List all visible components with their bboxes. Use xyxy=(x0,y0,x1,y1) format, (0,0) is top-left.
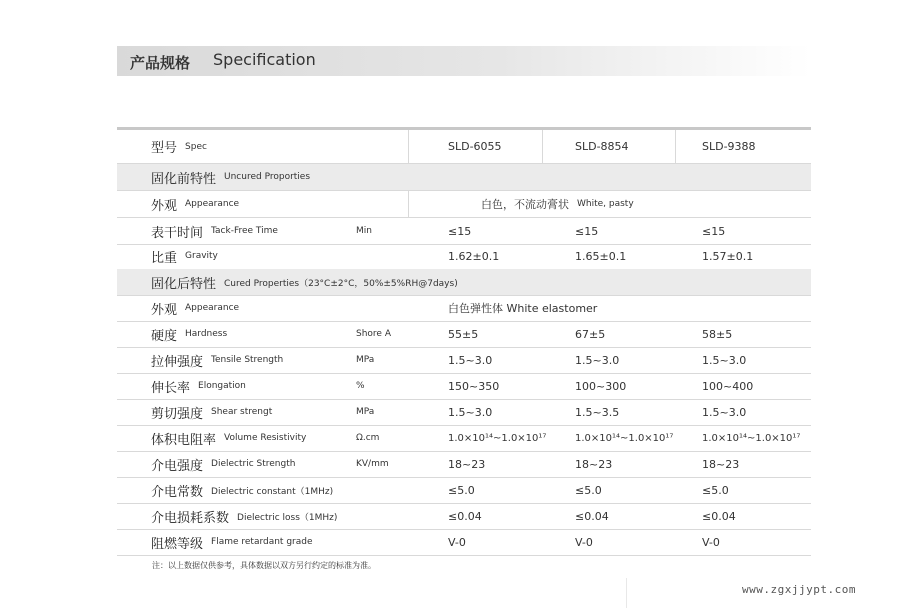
hardness-row xyxy=(117,321,811,348)
row-unit: % xyxy=(356,381,365,391)
value-cell: 55±5 xyxy=(448,327,479,341)
section-title-cn: 产品规格 xyxy=(130,54,191,72)
spec-header-row xyxy=(117,130,811,164)
value-cell: 1.65±0.1 xyxy=(575,249,627,263)
value-cell: 1.5~3.0 xyxy=(575,353,620,367)
row-unit: Shore A xyxy=(356,329,391,339)
tensile-row xyxy=(117,347,811,374)
row-unit: Ω.cm xyxy=(356,433,380,443)
dielectric-loss-row xyxy=(117,503,811,530)
tack-free-row xyxy=(117,218,811,245)
row-unit: Min xyxy=(356,226,372,236)
value-cell: 1.5~3.0 xyxy=(702,353,747,367)
divider xyxy=(408,130,409,163)
cured-section-header xyxy=(117,269,811,296)
value-cell: 18~23 xyxy=(448,457,486,471)
uncured-section-label: 固化前特性 Uncured Proporties xyxy=(151,171,311,187)
model-sld-8854: SLD-8854 xyxy=(575,140,629,153)
value-cell: 150~350 xyxy=(448,379,500,393)
section-title-en: Specification xyxy=(213,50,316,69)
uncured-appearance-row xyxy=(117,191,811,218)
value-cell: V-0 xyxy=(575,535,593,549)
merged-value: 白色弹性体 White elastomer xyxy=(448,302,598,315)
value-cell: ≤5.0 xyxy=(702,483,729,497)
footnote: 注：以上数据仅供参考，具体数据以双方另行约定的标准为准。 xyxy=(152,561,376,570)
value-cell: 1.5~3.5 xyxy=(575,405,620,419)
model-sld-6055: SLD-6055 xyxy=(448,140,502,153)
uncured-section-header xyxy=(117,164,811,191)
value-cell: 1.0×10¹⁴~1.0×10¹⁷ xyxy=(448,432,547,444)
divider xyxy=(542,130,543,163)
divider xyxy=(408,191,409,217)
value-cell: ≤5.0 xyxy=(448,483,475,497)
row-label: 伸长率 Elongation xyxy=(151,380,246,396)
value-cell: 100~400 xyxy=(702,379,754,393)
value-cell: ≤5.0 xyxy=(575,483,602,497)
value-cell: ≤0.04 xyxy=(448,509,482,523)
shear-row xyxy=(117,399,811,426)
divider xyxy=(626,578,627,608)
dielectric-constant-row xyxy=(117,477,811,504)
divider xyxy=(675,130,676,163)
value-cell: ≤15 xyxy=(575,224,599,238)
flame-grade-row xyxy=(117,529,811,556)
value-cell: 1.0×10¹⁴~1.0×10¹⁷ xyxy=(575,432,674,444)
value-cell: 18~23 xyxy=(702,457,740,471)
row-unit: KV/mm xyxy=(356,459,389,469)
value-cell: V-0 xyxy=(448,535,466,549)
value-cell: 100~300 xyxy=(575,379,627,393)
row-label: 阻燃等级 Flame retardant grade xyxy=(151,536,313,552)
row-label: 外观 Appearance xyxy=(151,198,240,214)
value-cell: 67±5 xyxy=(575,327,606,341)
elongation-row xyxy=(117,373,811,400)
value-cell: 1.62±0.1 xyxy=(448,249,500,263)
value-cell: 1.5~3.0 xyxy=(448,353,493,367)
row-label: 介电强度 Dielectric Strength xyxy=(151,458,296,474)
row-label: 外观 Appearance xyxy=(151,302,240,318)
row-label: 拉伸强度 Tensile Strength xyxy=(151,354,284,370)
value-cell: V-0 xyxy=(702,535,720,549)
dielectric-strength-row xyxy=(117,451,811,478)
row-unit: MPa xyxy=(356,355,375,365)
value-cell: 18~23 xyxy=(575,457,613,471)
volume-resistivity-row xyxy=(117,425,811,452)
row-label: 表干时间 Tack-Free Time xyxy=(151,225,278,241)
row-unit: MPa xyxy=(356,407,375,417)
merged-value: 白色，不流动膏状 White, pasty xyxy=(481,198,634,211)
value-cell: 1.57±0.1 xyxy=(702,249,754,263)
value-cell: ≤15 xyxy=(702,224,726,238)
cured-section-label: 固化后特性 Cured Properties（23°C±2°C，50%±5%RH@7days) xyxy=(151,276,458,292)
row-label: 介电常数 Dielectric constant（1MHz) xyxy=(151,484,334,500)
row-label: 比重 Gravity xyxy=(151,250,218,266)
spec-label: 型号 Spec xyxy=(151,141,207,156)
value-cell: 58±5 xyxy=(702,327,733,341)
value-cell: ≤0.04 xyxy=(575,509,609,523)
row-label: 体积电阻率 Volume Resistivity xyxy=(151,432,307,448)
value-cell: ≤0.04 xyxy=(702,509,736,523)
value-cell: 1.5~3.0 xyxy=(702,405,747,419)
gravity-row xyxy=(117,243,811,270)
model-sld-9388: SLD-9388 xyxy=(702,140,756,153)
section-title-bar xyxy=(117,46,811,76)
row-label: 介电损耗系数 Dielectric loss（1MHz) xyxy=(151,510,338,526)
watermark: www.zgxjjypt.com xyxy=(742,583,856,596)
cured-appearance-row xyxy=(117,295,811,322)
row-label: 剪切强度 Shear strengt xyxy=(151,406,273,422)
value-cell: 1.5~3.0 xyxy=(448,405,493,419)
value-cell: ≤15 xyxy=(448,224,472,238)
value-cell: 1.0×10¹⁴~1.0×10¹⁷ xyxy=(702,432,801,444)
row-label: 硬度 Hardness xyxy=(151,328,228,344)
